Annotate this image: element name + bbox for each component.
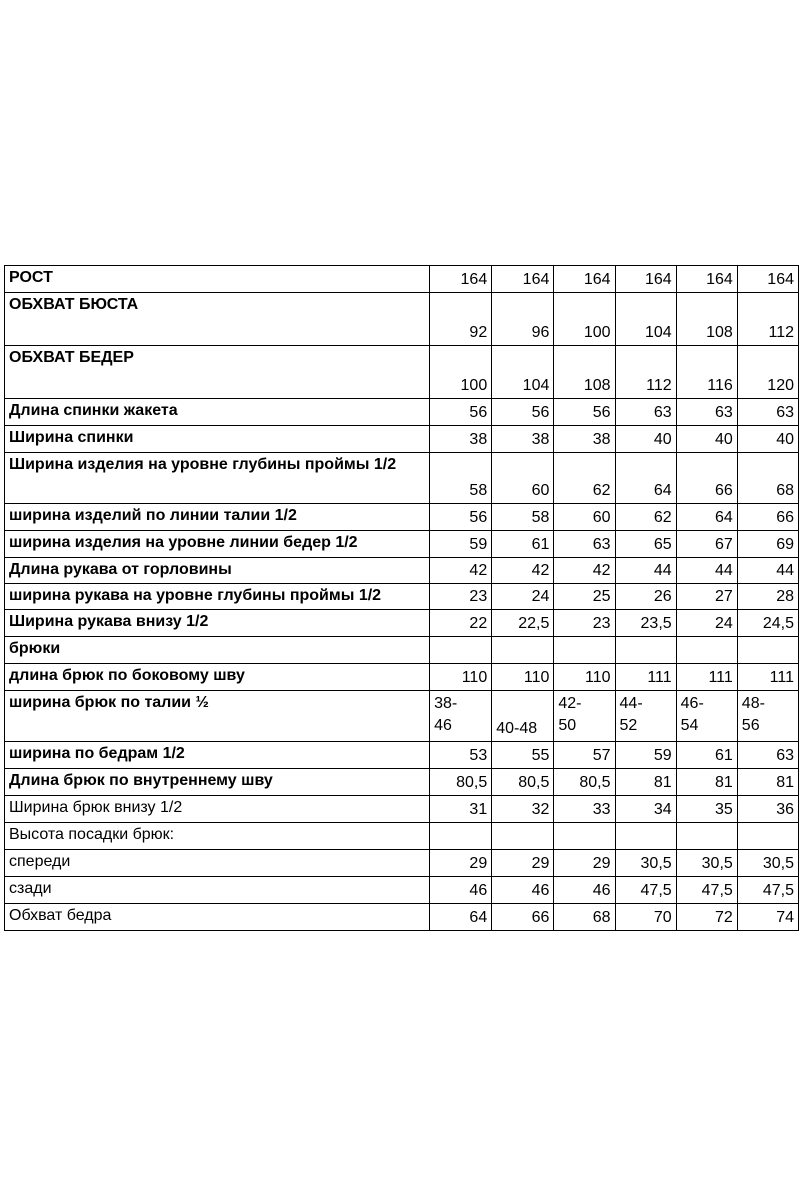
- size-value-cell: 81: [737, 769, 798, 796]
- row-label: ширина рукава на уровне глубины проймы 1/2: [5, 584, 430, 610]
- table-row: [5, 426, 799, 453]
- size-value-cell: 38: [492, 426, 554, 453]
- size-value-cell: 59: [430, 531, 492, 558]
- table-row: [5, 558, 799, 584]
- row-label: Ширина рукава внизу 1/2: [5, 610, 430, 637]
- size-value-cell: 36: [737, 796, 798, 823]
- size-table: [4, 265, 799, 931]
- size-value-cell: 40: [676, 426, 737, 453]
- size-value-cell: 42: [492, 558, 554, 584]
- size-value-cell: 33: [554, 796, 615, 823]
- size-value-cell: 46- 54: [676, 691, 737, 742]
- table-row: [5, 877, 799, 904]
- size-value-cell: [492, 823, 554, 850]
- size-value-cell: 61: [676, 742, 737, 769]
- row-label: Длина рукава от горловины: [5, 558, 430, 584]
- size-value-cell: [737, 637, 798, 664]
- size-value-cell: 55: [492, 742, 554, 769]
- size-value-cell: 100: [554, 293, 615, 346]
- size-value-cell: 110: [554, 664, 615, 691]
- size-value-cell: 28: [737, 584, 798, 610]
- size-value-cell: 42- 50: [554, 691, 615, 742]
- table-row: [5, 504, 799, 531]
- size-value-cell: 25: [554, 584, 615, 610]
- size-value-cell: 24: [676, 610, 737, 637]
- size-value-cell: 47,5: [737, 877, 798, 904]
- table-row: [5, 637, 799, 664]
- size-value-cell: 74: [737, 904, 798, 931]
- size-value-cell: 61: [492, 531, 554, 558]
- size-value-cell: 112: [737, 293, 798, 346]
- size-value-cell: 57: [554, 742, 615, 769]
- row-label: ширина по бедрам 1/2: [5, 742, 430, 769]
- size-value-cell: 48- 56: [737, 691, 798, 742]
- size-value-cell: 40-48: [492, 691, 554, 742]
- size-value-cell: 56: [492, 399, 554, 426]
- size-value-cell: 56: [430, 504, 492, 531]
- size-value-cell: 96: [492, 293, 554, 346]
- row-label: ОБХВАТ БЮСТА: [5, 293, 430, 346]
- size-value-cell: 64: [430, 904, 492, 931]
- size-value-cell: 30,5: [615, 850, 676, 877]
- size-value-cell: 63: [615, 399, 676, 426]
- table-row: [5, 531, 799, 558]
- size-value-cell: 112: [615, 346, 676, 399]
- size-value-cell: 46: [492, 877, 554, 904]
- size-value-cell: 44: [615, 558, 676, 584]
- size-value-cell: 24,5: [737, 610, 798, 637]
- size-value-cell: 31: [430, 796, 492, 823]
- size-value-cell: 67: [676, 531, 737, 558]
- size-value-cell: 22: [430, 610, 492, 637]
- size-value-cell: 46: [554, 877, 615, 904]
- table-row: [5, 399, 799, 426]
- table-row: [5, 293, 799, 346]
- row-label: длина брюк по боковому шву: [5, 664, 430, 691]
- row-label: Обхват бедра: [5, 904, 430, 931]
- size-value-cell: [554, 823, 615, 850]
- row-label: спереди: [5, 850, 430, 877]
- size-value-cell: 65: [615, 531, 676, 558]
- size-value-cell: 47,5: [615, 877, 676, 904]
- size-value-cell: 29: [554, 850, 615, 877]
- size-value-cell: 68: [737, 453, 798, 504]
- size-value-cell: [737, 823, 798, 850]
- size-value-cell: [676, 823, 737, 850]
- size-value-cell: 42: [554, 558, 615, 584]
- size-value-cell: 68: [554, 904, 615, 931]
- table-row: [5, 584, 799, 610]
- table-row: [5, 850, 799, 877]
- row-label: ширина изделия на уровне линии бедер 1/2: [5, 531, 430, 558]
- size-value-cell: 23: [430, 584, 492, 610]
- size-value-cell: 81: [676, 769, 737, 796]
- size-table-body: [5, 266, 799, 931]
- size-value-cell: 27: [676, 584, 737, 610]
- size-value-cell: 63: [554, 531, 615, 558]
- size-value-cell: 69: [737, 531, 798, 558]
- table-row: [5, 823, 799, 850]
- size-value-cell: 63: [737, 742, 798, 769]
- size-value-cell: 58: [492, 504, 554, 531]
- size-value-cell: 40: [737, 426, 798, 453]
- size-value-cell: 111: [676, 664, 737, 691]
- size-value-cell: 100: [430, 346, 492, 399]
- row-label: ширина брюк по талии ½: [5, 691, 430, 742]
- size-value-cell: 29: [430, 850, 492, 877]
- size-value-cell: [615, 637, 676, 664]
- size-value-cell: 62: [615, 504, 676, 531]
- table-row: [5, 904, 799, 931]
- size-value-cell: 110: [430, 664, 492, 691]
- row-label: РОСТ: [5, 266, 430, 293]
- size-value-cell: 64: [676, 504, 737, 531]
- size-value-cell: 104: [492, 346, 554, 399]
- table-row: [5, 769, 799, 796]
- size-value-cell: 60: [492, 453, 554, 504]
- size-value-cell: 38- 46: [430, 691, 492, 742]
- size-value-cell: 80,5: [430, 769, 492, 796]
- size-value-cell: [492, 637, 554, 664]
- size-value-cell: 92: [430, 293, 492, 346]
- size-value-cell: 34: [615, 796, 676, 823]
- size-value-cell: 108: [676, 293, 737, 346]
- row-label: Ширина брюк внизу 1/2: [5, 796, 430, 823]
- table-row: [5, 610, 799, 637]
- size-value-cell: [676, 637, 737, 664]
- table-row: [5, 453, 799, 504]
- size-value-cell: 44- 52: [615, 691, 676, 742]
- size-value-cell: 66: [737, 504, 798, 531]
- size-value-cell: [430, 823, 492, 850]
- size-value-cell: 80,5: [492, 769, 554, 796]
- size-value-cell: 111: [737, 664, 798, 691]
- size-value-cell: 64: [615, 453, 676, 504]
- row-label: Ширина изделия на уровне глубины проймы 1/2: [5, 453, 430, 504]
- size-value-cell: 42: [430, 558, 492, 584]
- size-value-cell: 23,5: [615, 610, 676, 637]
- size-value-cell: 47,5: [676, 877, 737, 904]
- table-row: [5, 796, 799, 823]
- size-value-cell: 60: [554, 504, 615, 531]
- size-value-cell: 32: [492, 796, 554, 823]
- size-value-cell: 110: [492, 664, 554, 691]
- size-value-cell: 66: [676, 453, 737, 504]
- size-value-cell: 58: [430, 453, 492, 504]
- size-value-cell: 164: [492, 266, 554, 293]
- row-label: ОБХВАТ БЕДЕР: [5, 346, 430, 399]
- size-value-cell: 164: [676, 266, 737, 293]
- size-value-cell: 46: [430, 877, 492, 904]
- size-value-cell: 111: [615, 664, 676, 691]
- row-label: Ширина спинки: [5, 426, 430, 453]
- size-value-cell: 62: [554, 453, 615, 504]
- size-value-cell: [615, 823, 676, 850]
- size-value-cell: 66: [492, 904, 554, 931]
- size-value-cell: [430, 637, 492, 664]
- size-value-cell: 120: [737, 346, 798, 399]
- size-value-cell: 44: [676, 558, 737, 584]
- row-label: брюки: [5, 637, 430, 664]
- size-value-cell: 53: [430, 742, 492, 769]
- row-label: Высота посадки брюк:: [5, 823, 430, 850]
- size-value-cell: 104: [615, 293, 676, 346]
- size-value-cell: 164: [430, 266, 492, 293]
- size-value-cell: 29: [492, 850, 554, 877]
- size-value-cell: 63: [737, 399, 798, 426]
- size-value-cell: 70: [615, 904, 676, 931]
- row-label: ширина изделий по линии талии 1/2: [5, 504, 430, 531]
- size-value-cell: 164: [615, 266, 676, 293]
- size-value-cell: 63: [676, 399, 737, 426]
- size-value-cell: 22,5: [492, 610, 554, 637]
- size-value-cell: 116: [676, 346, 737, 399]
- size-value-cell: 35: [676, 796, 737, 823]
- size-value-cell: 164: [737, 266, 798, 293]
- table-row: [5, 742, 799, 769]
- size-value-cell: 40: [615, 426, 676, 453]
- table-row: [5, 691, 799, 742]
- size-value-cell: 44: [737, 558, 798, 584]
- size-value-cell: 108: [554, 346, 615, 399]
- size-value-cell: 38: [554, 426, 615, 453]
- size-value-cell: 26: [615, 584, 676, 610]
- size-value-cell: 24: [492, 584, 554, 610]
- row-label: сзади: [5, 877, 430, 904]
- size-value-cell: 30,5: [676, 850, 737, 877]
- table-row: [5, 346, 799, 399]
- size-value-cell: 59: [615, 742, 676, 769]
- size-value-cell: 81: [615, 769, 676, 796]
- size-value-cell: 30,5: [737, 850, 798, 877]
- size-value-cell: 164: [554, 266, 615, 293]
- size-value-cell: 56: [430, 399, 492, 426]
- size-value-cell: 56: [554, 399, 615, 426]
- size-value-cell: 72: [676, 904, 737, 931]
- row-label: Длина брюк по внутреннему шву: [5, 769, 430, 796]
- table-row: [5, 664, 799, 691]
- size-value-cell: 23: [554, 610, 615, 637]
- size-value-cell: 80,5: [554, 769, 615, 796]
- size-value-cell: [554, 637, 615, 664]
- table-row: [5, 266, 799, 293]
- row-label: Длина спинки жакета: [5, 399, 430, 426]
- size-value-cell: 38: [430, 426, 492, 453]
